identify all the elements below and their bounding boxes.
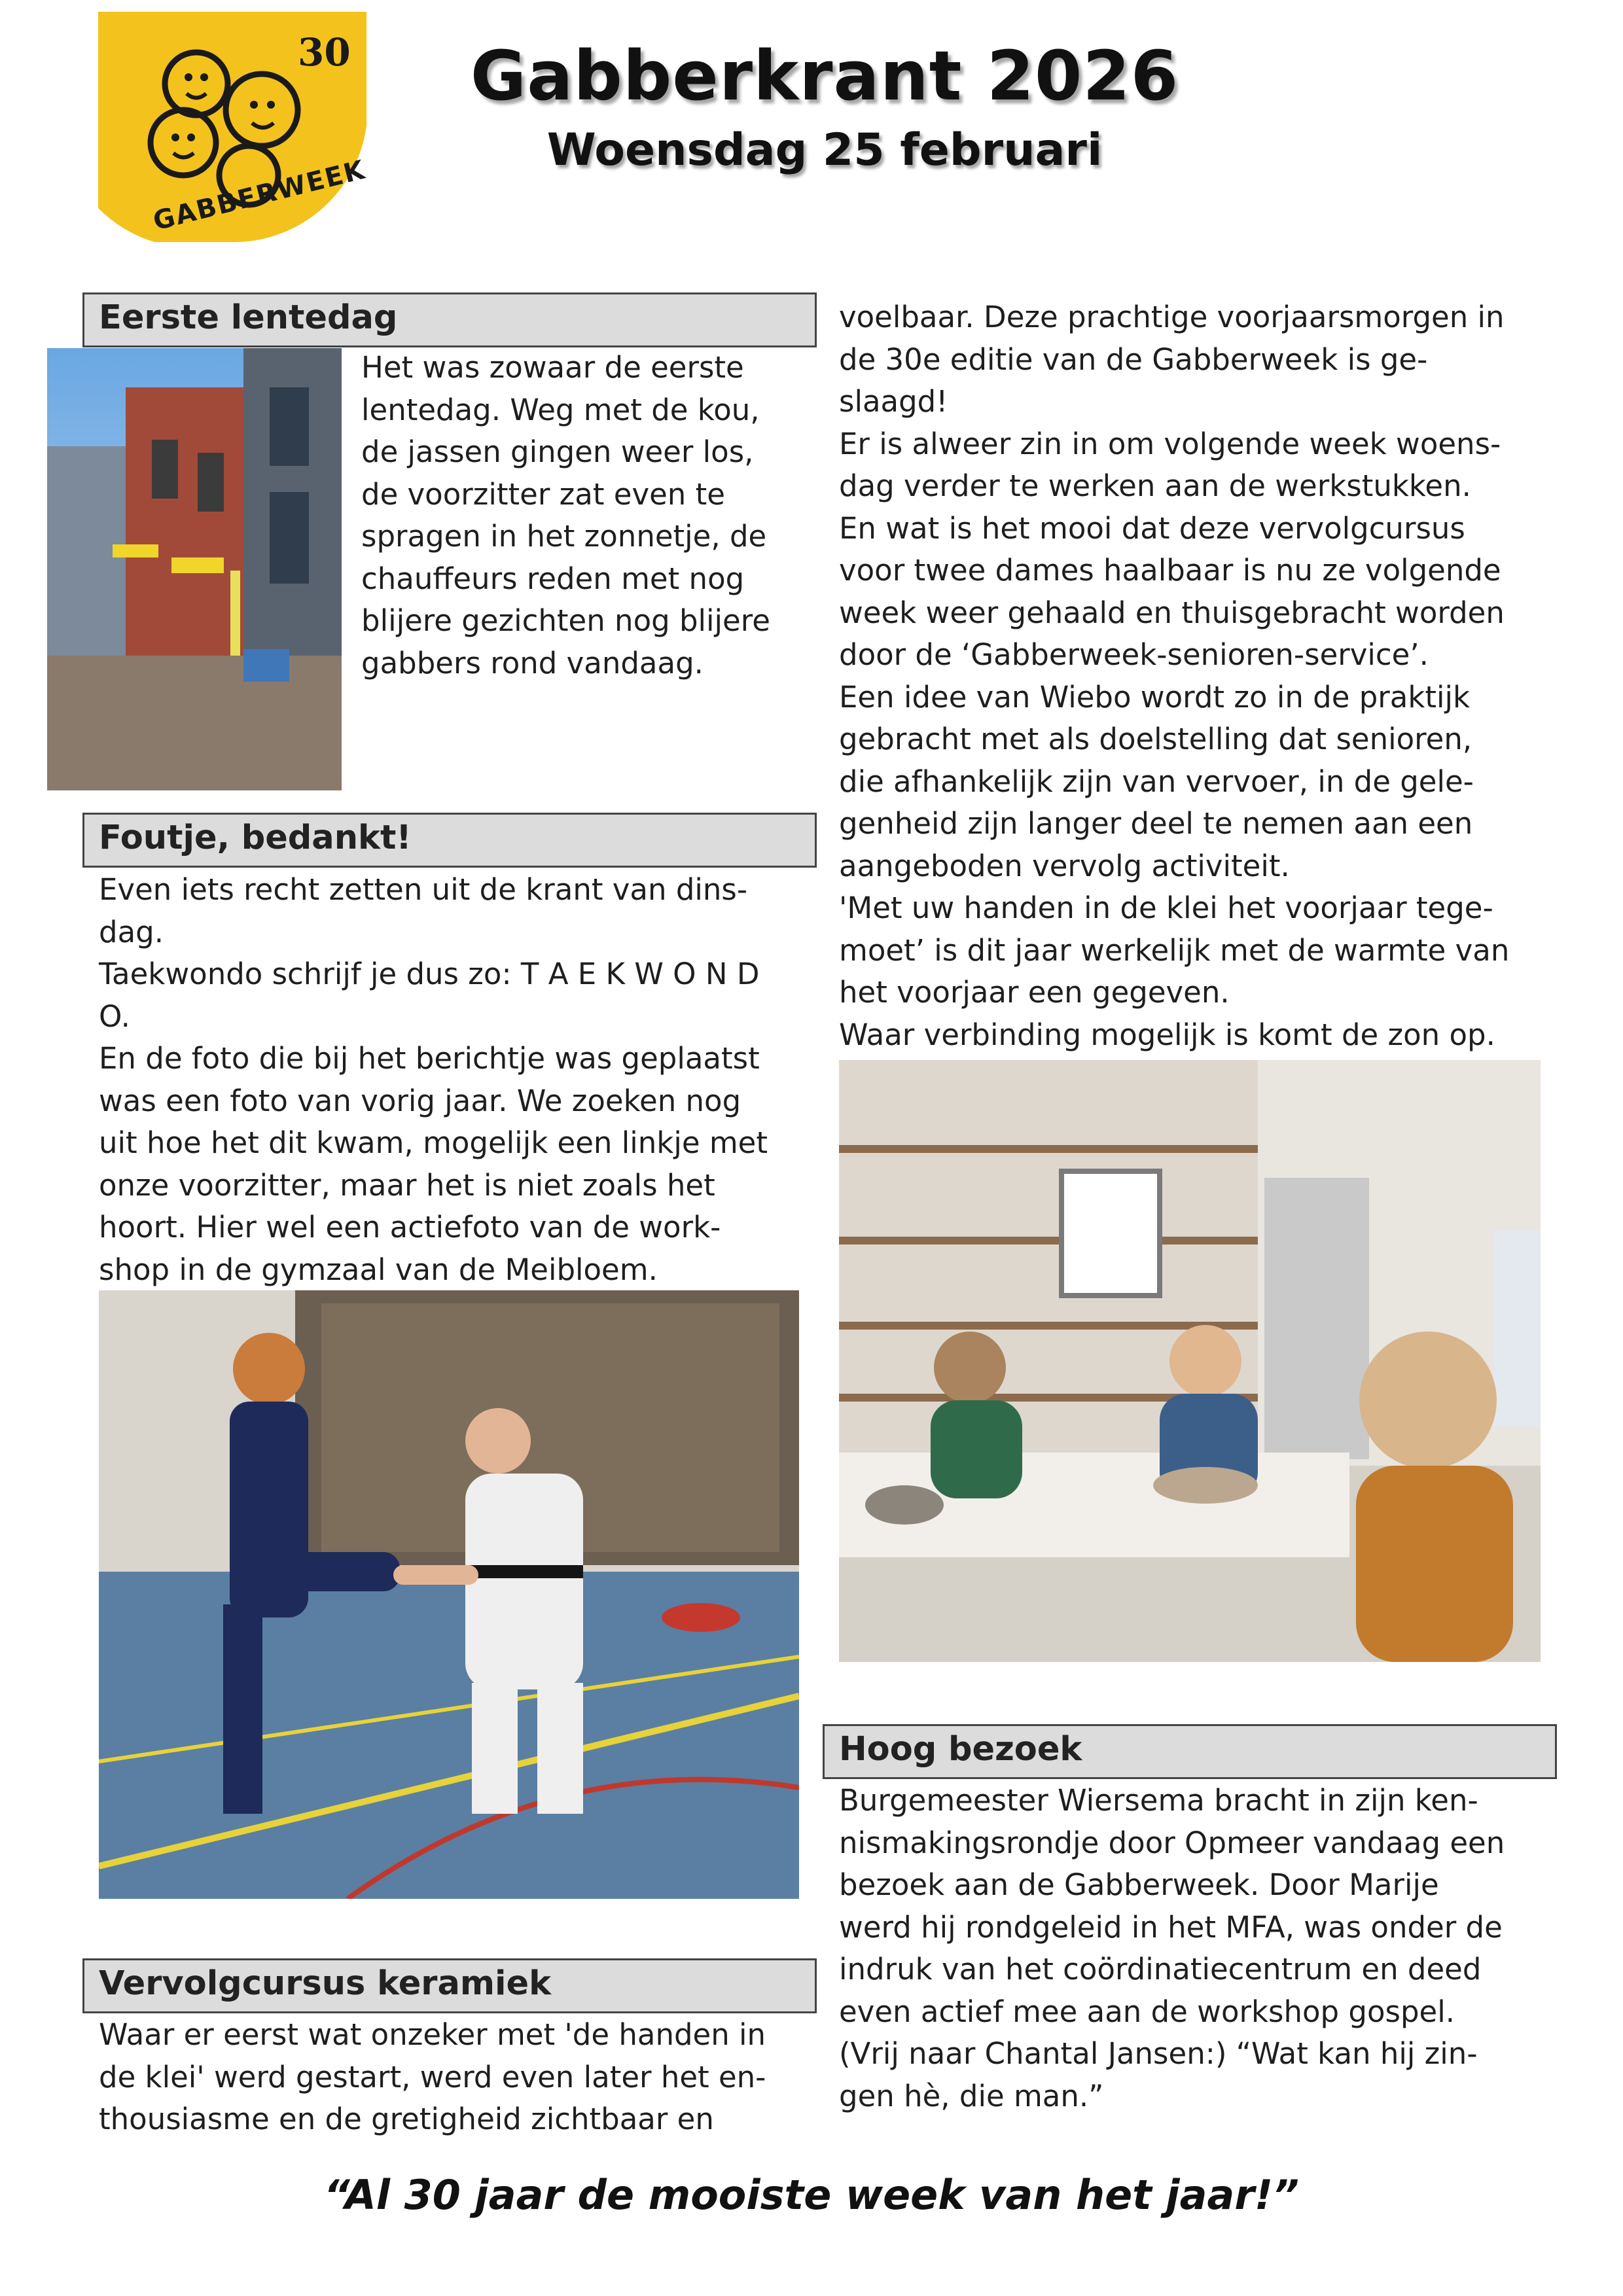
gabberweek-logo (98, 12, 369, 242)
text-eerste-lentedag: Het was zowaar de eerste lentedag. Weg met de kou, de jassen gingen weer los, de voorzitter zat even te spragen in het zonnetje, de chauffeurs reden met nog blijere gezichten nog blijere gabbers rond vandaag. (361, 350, 770, 680)
footer-quote: “Al 30 jaar de mooiste week van het jaar!” (323, 2171, 1300, 2219)
logo-wordmark: GABBERWEEK (150, 154, 369, 237)
newspaper-date: Woensdag 25 februari (546, 124, 1103, 176)
photo-taekwondo-workshop (99, 1290, 799, 1899)
logo-number: 30 (298, 30, 351, 75)
newspaper-title: Gabberkrant 2026 (470, 36, 1179, 116)
photo-ceramics-workshop (839, 1060, 1541, 1662)
heading-eerste-lentedag: Eerste lentedag (82, 292, 817, 347)
text-foutje-bedankt: Even iets recht zetten uit de krant van dins- dag. Taekwondo schrijf je dus zo: T A E K W O N D O. En de foto die bij het berichtje was geplaatst was een foto van vorig jaar. We zoeken nog uit hoe het dit kwam, mogelijk een linkje met onze voorzitter, maar het is niet zoals het hoort. Hier wel een actiefoto van de work- shop in de gymzaal van de Meibloem. (99, 872, 768, 1287)
heading-hoog-bezoek: Hoog bezoek (823, 1724, 1557, 1779)
heading-foutje-bedankt: Foutje, bedankt! (82, 813, 817, 868)
text-hoog-bezoek: Burgemeester Wiersema bracht in zijn ken- nismakingsrondje door Opmeer vandaag een bezoek aan de Gabberweek. Door Marije werd hij rondgeleid in het MFA, was onder de indruk van het coördinatiecentrum en deed even actief mee aan de workshop gospel. (Vrij naar Chantal Jansen:) “Wat kan hij zin- gen hè, die man.” (839, 1783, 1505, 2113)
photo-building-spring (47, 348, 342, 790)
heading-vervolgcursus-keramiek: Vervolgcursus keramiek (82, 1958, 817, 2013)
text-keramiek-right: voelbaar. Deze prachtige voorjaarsmorgen in de 30e editie van de Gabberweek is ge- slaagd! Er is alweer zin in om volgende week woens- dag verder te werken aan de werkstukken. En wat is het mooi dat deze vervolgcursus voor twee dames haalbaar is nu ze volgende week weer gehaald en thuisgebracht worden door de ‘Gabberweek-senioren-service’. Een idee van Wiebo wordt zo in de praktijk gebracht met als doelstelling dat senioren, die afhankelijk zijn van vervoer, in de gele- genheid zijn langer deel te nemen aan een aangeboden vervolg activiteit. 'Met uw handen in de klei het voorjaar tege- moet’ is dit jaar werkelijk met de warmte van het voorjaar een gegeven. Waar verbinding mogelijk is komt de zon op. (839, 300, 1510, 1052)
text-keramiek-left: Waar er eerst wat onzeker met 'de handen in de klei' werd gestart, werd even later het en- thousiasme en de gretigheid zichtbaar en (99, 2017, 766, 2136)
